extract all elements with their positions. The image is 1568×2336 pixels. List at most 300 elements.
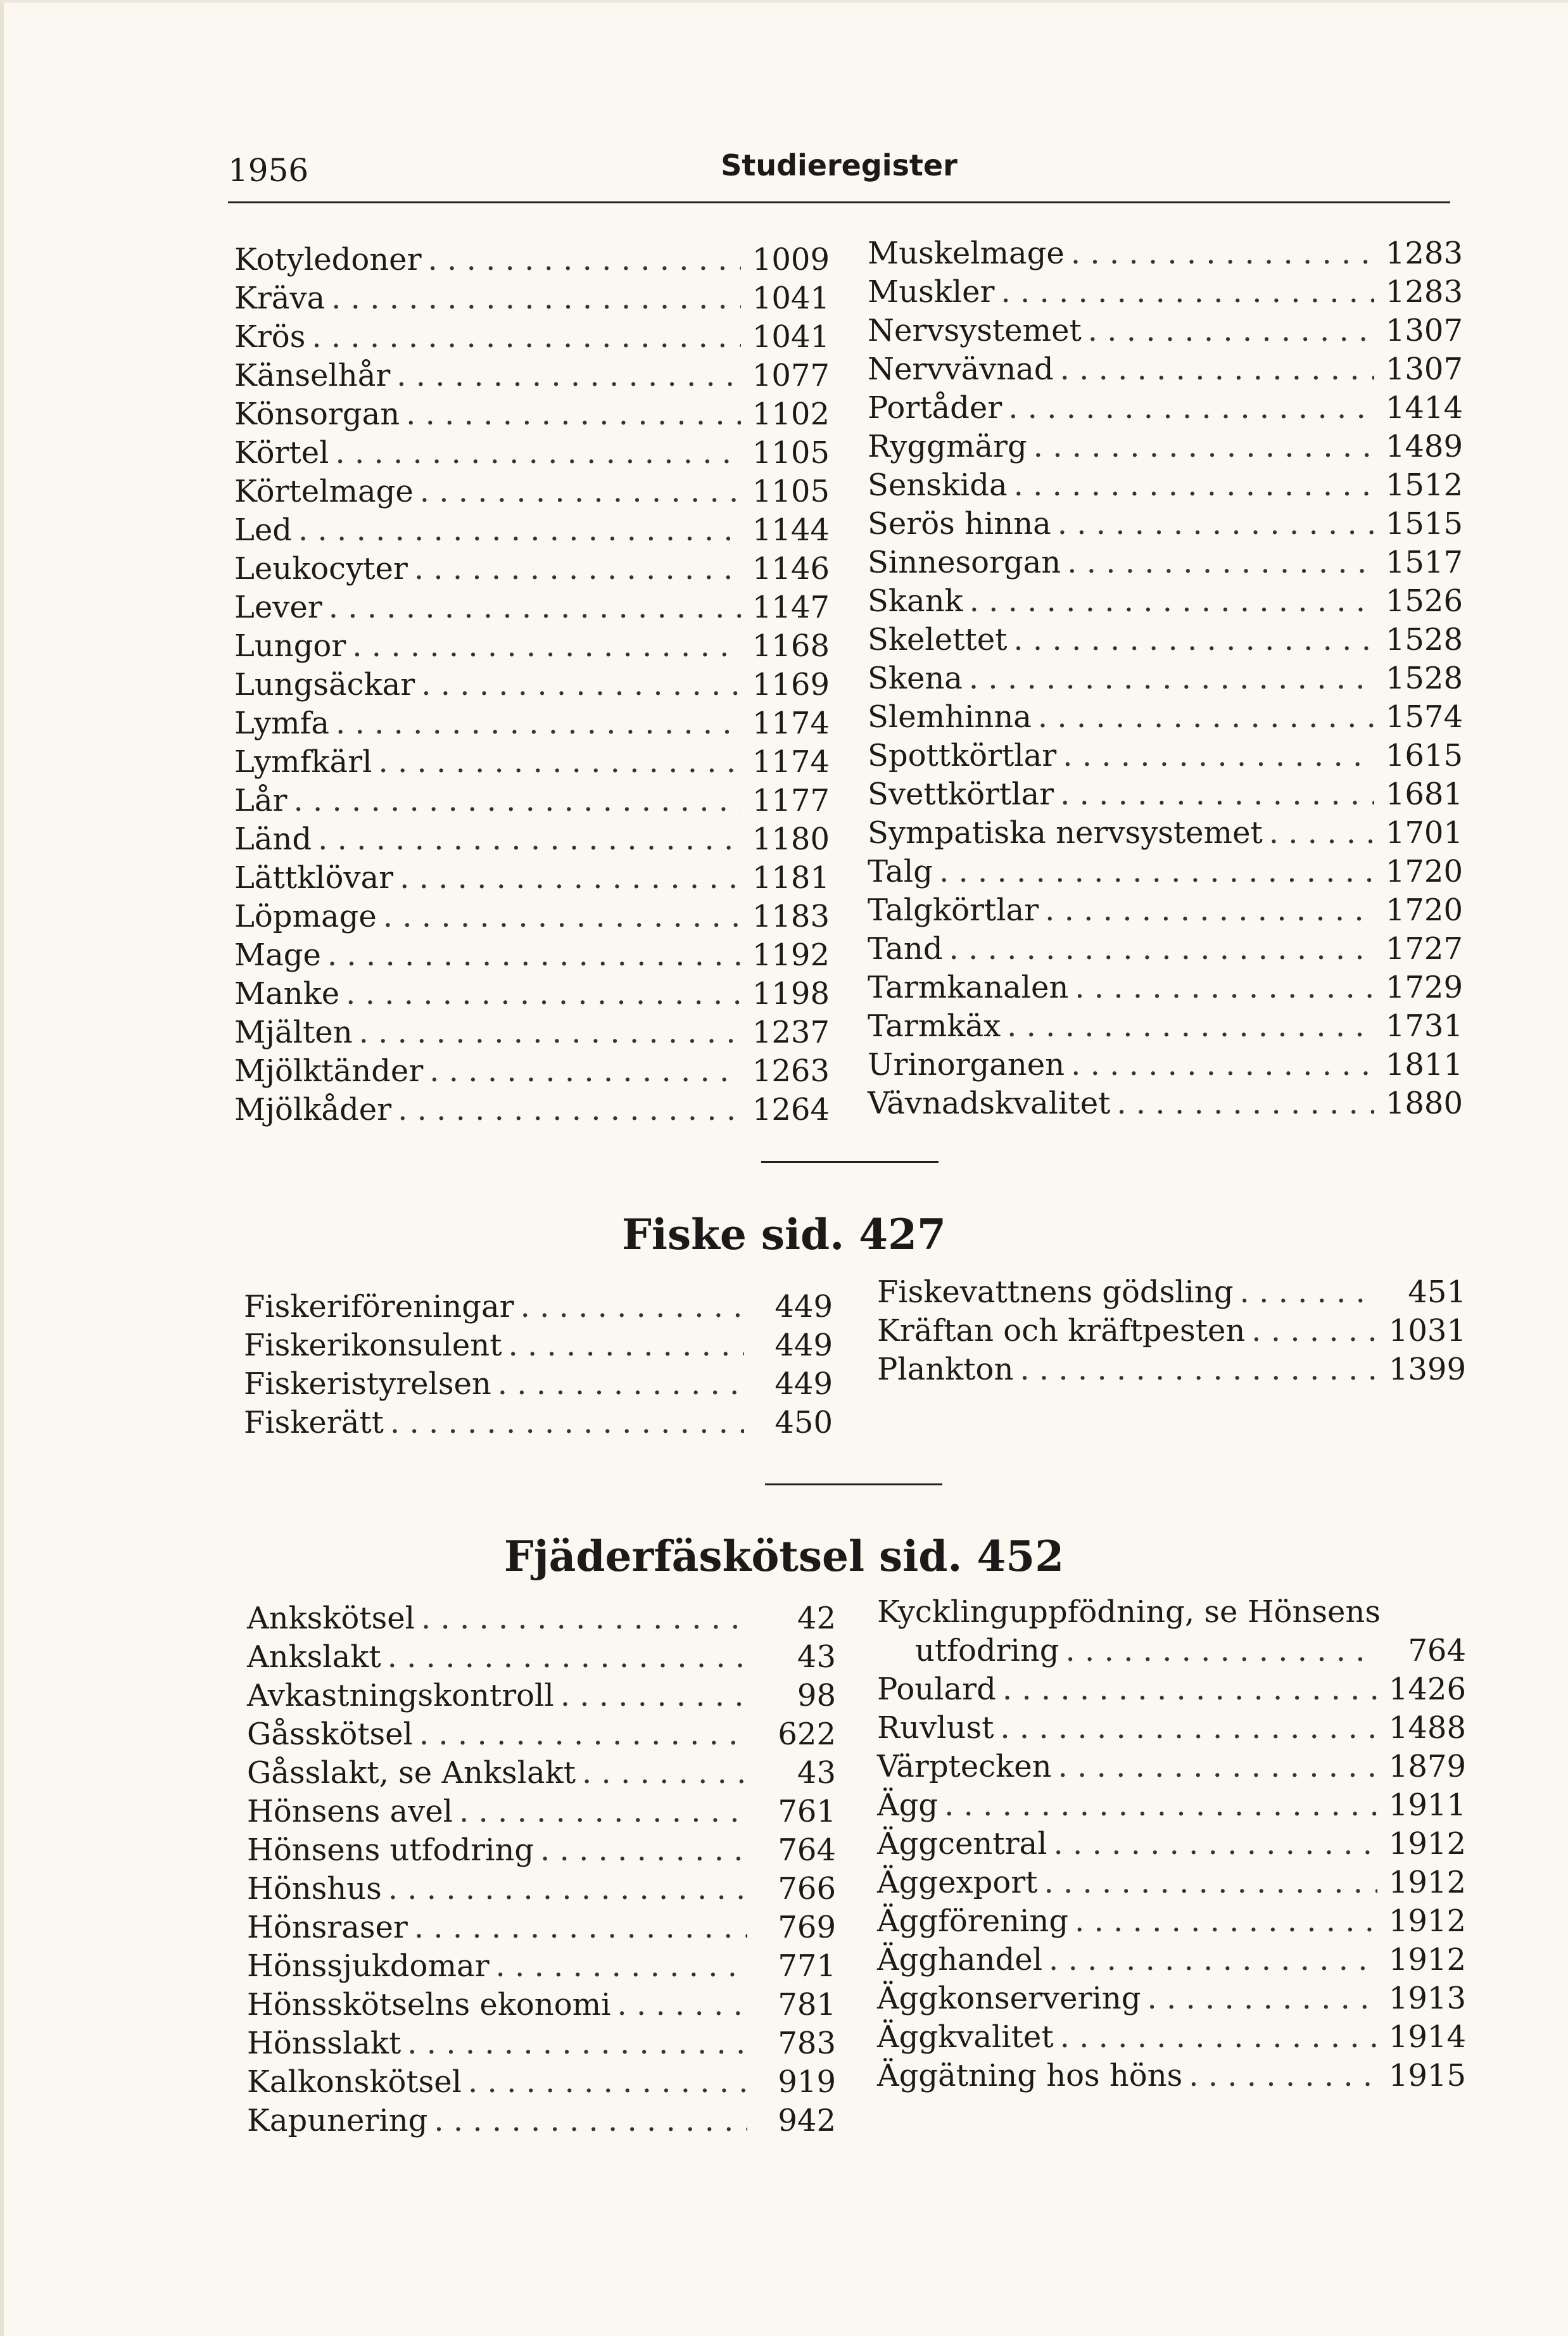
- index-page-number: 1180: [752, 822, 830, 857]
- index-entry: [234, 1052, 830, 1091]
- index-entry: [234, 975, 830, 1013]
- index-page-number: 1181: [752, 860, 830, 896]
- index-entry: [234, 588, 830, 627]
- index-entry: [868, 234, 1463, 273]
- dot-leader: [407, 2024, 747, 2063]
- index-term: Gåsskötsel: [247, 1717, 413, 1752]
- dot-leader: [1049, 1941, 1377, 1979]
- index-column-right: [877, 1593, 1466, 2095]
- index-term: Muskler: [868, 274, 995, 310]
- index-page-number: 1489: [1385, 429, 1463, 464]
- index-entry: [868, 1046, 1463, 1084]
- index-term: Poulard: [877, 1672, 996, 1707]
- index-entry: [868, 775, 1463, 814]
- section-divider: [761, 1161, 939, 1163]
- index-entry: [247, 2102, 836, 2140]
- index-term: Senskida: [868, 467, 1008, 503]
- index-entry: [868, 350, 1463, 389]
- dot-leader: [468, 2063, 747, 2102]
- index-entry: [244, 1365, 833, 1404]
- index-page-number: 1912: [1388, 1826, 1466, 1862]
- page-number: 1956: [228, 152, 309, 189]
- index-page-number: 771: [778, 1948, 836, 1984]
- index-entry: [234, 318, 830, 357]
- index-term: Hönsraser: [247, 1910, 408, 1945]
- index-page-number: 761: [778, 1794, 836, 1829]
- dot-leader: [1147, 1979, 1377, 2018]
- index-entry: [234, 1091, 830, 1129]
- index-entry: [877, 1273, 1466, 1312]
- index-term: Skena: [868, 661, 963, 696]
- index-column-right: [877, 1273, 1466, 1389]
- index-entry: [234, 279, 830, 318]
- index-term: Körtelmage: [234, 474, 414, 509]
- dot-leader: [327, 936, 741, 975]
- index-page-number: 1399: [1388, 1352, 1466, 1387]
- index-term: Äggexport: [877, 1865, 1038, 1900]
- index-page-number: 1720: [1385, 892, 1463, 928]
- dot-leader: [939, 853, 1374, 891]
- index-term: Ruvlust: [877, 1710, 994, 1746]
- index-entry: [234, 473, 830, 511]
- index-entry: [868, 930, 1463, 968]
- index-entry: [244, 1404, 833, 1442]
- index-page-number: 622: [778, 1717, 836, 1752]
- dot-leader: [1071, 234, 1374, 273]
- index-entry: [868, 273, 1463, 312]
- index-page-number: 1169: [752, 667, 830, 702]
- index-term: Urinorganen: [868, 1047, 1065, 1082]
- index-term: Lymfa: [234, 706, 330, 741]
- section-heading-fjaderfaskotsel: Fjäderfäskötsel sid. 452: [503, 1532, 1065, 1581]
- index-page-number: 1426: [1388, 1672, 1466, 1707]
- dot-leader: [459, 1793, 747, 1831]
- dot-leader: [396, 357, 741, 395]
- dot-leader: [1008, 389, 1374, 428]
- index-term: Skelettet: [868, 622, 1008, 657]
- index-term: Vävnadskvalitet: [868, 1086, 1111, 1121]
- index-term: Kotyledoner: [234, 242, 422, 277]
- index-page-number: 1041: [752, 281, 830, 316]
- index-page-number: 1264: [752, 1092, 830, 1127]
- index-page-number: 1911: [1388, 1787, 1466, 1823]
- index-entry: [234, 859, 830, 898]
- index-page-number: 98: [797, 1678, 836, 1713]
- index-page-number: 1914: [1388, 2019, 1466, 2055]
- index-page-number: 1515: [1385, 506, 1463, 542]
- index-entry: [247, 2024, 836, 2063]
- index-entry: [868, 621, 1463, 659]
- dot-leader: [390, 1404, 744, 1442]
- index-entry: [234, 627, 830, 666]
- index-term: Hönshus: [247, 1871, 382, 1907]
- index-page-number: 1283: [1385, 236, 1463, 271]
- index-page-number: 449: [775, 1366, 833, 1402]
- dot-leader: [388, 1638, 747, 1677]
- index-entry: [234, 666, 830, 704]
- index-term: Ägghandel: [877, 1942, 1043, 1977]
- dot-leader: [1013, 621, 1374, 659]
- index-term: Lymfkärl: [234, 744, 372, 780]
- index-page-number: 783: [778, 2026, 836, 2061]
- index-page-number: 449: [775, 1289, 833, 1324]
- index-entry: [868, 659, 1463, 698]
- index-page-number: 1198: [752, 976, 830, 1012]
- index-term: Talg: [868, 854, 933, 889]
- dot-leader: [429, 1052, 741, 1091]
- index-entry: [247, 1831, 836, 1870]
- dot-leader: [1060, 350, 1374, 389]
- dot-leader: [1088, 312, 1374, 350]
- index-entry: [877, 1941, 1466, 1979]
- dot-leader: [582, 1754, 747, 1793]
- index-entry: [868, 891, 1463, 930]
- index-page-number: 1701: [1385, 815, 1463, 851]
- index-term: utfodring: [915, 1633, 1059, 1668]
- index-page-number: 1077: [752, 358, 830, 393]
- dot-leader: [1020, 1350, 1377, 1389]
- index-entry: [877, 1709, 1466, 1748]
- index-term: Mjölktänder: [234, 1053, 424, 1089]
- index-term: Slemhinna: [868, 699, 1032, 735]
- index-page-number: 1414: [1385, 390, 1463, 426]
- index-term: Värptecken: [877, 1749, 1052, 1784]
- index-term: Lungor: [234, 628, 346, 664]
- index-term: Lättklövar: [234, 860, 394, 896]
- index-entry: [247, 2063, 836, 2102]
- dot-leader: [420, 473, 741, 511]
- index-page-number: 1517: [1385, 545, 1463, 580]
- index-page-number: 43: [797, 1755, 836, 1791]
- index-page-number: 450: [775, 1405, 833, 1440]
- index-page-number: 1192: [752, 937, 830, 973]
- index-page-number: 1146: [752, 551, 830, 587]
- index-entry: [247, 1638, 836, 1677]
- index-term: Portåder: [868, 390, 1002, 426]
- index-term: Mjälten: [234, 1015, 353, 1050]
- index-term: Fiskeriföreningar: [244, 1289, 514, 1324]
- dot-leader: [1002, 1670, 1377, 1709]
- index-term: Könsorgan: [234, 397, 400, 432]
- index-term: Löpmage: [234, 899, 377, 934]
- index-entry: [868, 698, 1463, 737]
- index-page-number: 1512: [1385, 467, 1463, 503]
- dot-leader: [1060, 2018, 1377, 2057]
- dot-leader: [1058, 505, 1374, 543]
- dot-leader: [540, 1831, 747, 1870]
- index-page-number: 1168: [752, 628, 830, 664]
- dot-leader: [1060, 775, 1374, 814]
- dot-leader: [944, 1786, 1377, 1825]
- dot-leader: [329, 588, 741, 627]
- index-page-number: 1729: [1385, 970, 1463, 1005]
- index-page-number: 1105: [752, 474, 830, 509]
- index-page-number: 1528: [1385, 622, 1463, 657]
- index-entry: [868, 389, 1463, 428]
- index-page-number: 1174: [752, 706, 830, 741]
- dot-leader: [1067, 543, 1374, 582]
- dot-leader: [1038, 698, 1374, 737]
- index-entry: [234, 898, 830, 936]
- index-term: Mjölkåder: [234, 1092, 392, 1127]
- index-page-number: 1263: [752, 1053, 830, 1089]
- index-entry: [868, 853, 1463, 891]
- dot-leader: [419, 1715, 747, 1754]
- index-entry: [247, 1908, 836, 1947]
- dot-leader: [400, 859, 741, 898]
- dot-leader: [1001, 273, 1374, 312]
- index-entry: [247, 1754, 836, 1793]
- index-page-number: 764: [778, 1832, 836, 1868]
- index-entry: [877, 1593, 1466, 1632]
- index-term: Lår: [234, 783, 288, 818]
- index-page-number: 1913: [1388, 1981, 1466, 2016]
- dot-leader: [414, 550, 741, 588]
- index-term: Äggätning hos höns: [877, 2058, 1183, 2093]
- dot-leader: [1189, 2057, 1377, 2095]
- index-term: Tarmkäx: [868, 1008, 1001, 1044]
- index-term: Spottkörtlar: [868, 738, 1057, 773]
- index-entry: [877, 1632, 1466, 1670]
- index-term: Kycklinguppfödning, se Hönsens: [877, 1594, 1381, 1630]
- index-entry: [877, 1350, 1466, 1389]
- index-entry: [868, 312, 1463, 350]
- index-term: Krös: [234, 319, 306, 355]
- index-page-number: 1574: [1385, 699, 1463, 735]
- index-page-number: 1102: [752, 397, 830, 432]
- header-rule: [228, 201, 1450, 203]
- index-entry: [877, 1748, 1466, 1786]
- dot-leader: [1063, 737, 1374, 775]
- index-term: Känselhår: [234, 358, 391, 393]
- index-page-number: 1526: [1385, 583, 1463, 619]
- dot-leader: [398, 1091, 741, 1129]
- index-term: Fiskevattnens gödsling: [877, 1274, 1234, 1310]
- index-term: Ryggmärg: [868, 429, 1027, 464]
- index-term: Länd: [234, 822, 312, 857]
- index-entry: [234, 782, 830, 820]
- index-term: Körtel: [234, 435, 329, 471]
- index-page-number: 764: [1408, 1633, 1466, 1668]
- dot-leader: [498, 1365, 744, 1404]
- index-page-number: 1912: [1388, 1942, 1466, 1977]
- index-entry: [868, 543, 1463, 582]
- index-entry: [868, 582, 1463, 621]
- index-page-number: 1041: [752, 319, 830, 355]
- dot-leader: [406, 395, 741, 434]
- index-entry: [868, 1084, 1463, 1123]
- index-entry: [247, 1599, 836, 1638]
- index-term: Hönsskötselns ekonomi: [247, 1987, 611, 2022]
- dot-leader: [428, 241, 741, 279]
- index-page-number: 1177: [752, 783, 830, 818]
- index-column-left: [244, 1288, 833, 1442]
- dot-leader: [346, 975, 741, 1013]
- index-page-number: 1488: [1388, 1710, 1466, 1746]
- index-entry: [877, 1979, 1466, 2018]
- dot-leader: [1054, 1825, 1377, 1863]
- dot-leader: [359, 1013, 741, 1052]
- index-page-number: 1183: [752, 899, 830, 934]
- index-term: Mage: [234, 937, 321, 973]
- index-column-left: [234, 241, 830, 1129]
- dot-leader: [1075, 968, 1374, 1007]
- index-entry: [868, 737, 1463, 775]
- index-entry: [877, 1902, 1466, 1941]
- index-entry: [234, 743, 830, 782]
- dot-leader: [1058, 1748, 1377, 1786]
- index-page-number: 769: [778, 1910, 836, 1945]
- index-entry: [868, 968, 1463, 1007]
- index-entry: [868, 1007, 1463, 1046]
- index-term: Hönsens avel: [247, 1794, 453, 1829]
- index-term: Kräftan och kräftpesten: [877, 1313, 1246, 1349]
- dot-leader: [335, 434, 741, 473]
- dot-leader: [1251, 1312, 1377, 1350]
- dot-leader: [1000, 1709, 1377, 1748]
- index-page-number: 1731: [1385, 1008, 1463, 1044]
- index-page-number: 1811: [1385, 1047, 1463, 1082]
- dot-leader: [1007, 1007, 1374, 1046]
- index-page-number: 1915: [1388, 2058, 1466, 2093]
- dot-leader: [1044, 1863, 1377, 1902]
- index-entry: [868, 505, 1463, 543]
- dot-leader: [521, 1288, 744, 1326]
- index-term: Manke: [234, 976, 340, 1012]
- index-term: Led: [234, 512, 293, 548]
- index-term: Sympatiska nervsystemet: [868, 815, 1263, 851]
- index-term: Skank: [868, 583, 963, 619]
- index-term: Ägg: [877, 1787, 939, 1823]
- index-page-number: 449: [775, 1328, 833, 1363]
- index-term: Kalkonskötsel: [247, 2064, 462, 2100]
- running-head: [228, 148, 1450, 193]
- index-page-number: 1727: [1385, 931, 1463, 967]
- dot-leader: [970, 582, 1374, 621]
- index-column-right: [868, 234, 1463, 1123]
- dot-leader: [434, 2102, 747, 2140]
- index-entry: [868, 466, 1463, 505]
- index-page-number: 1720: [1385, 854, 1463, 889]
- dot-leader: [1066, 1632, 1377, 1670]
- index-page-number: 451: [1408, 1274, 1466, 1310]
- dot-leader: [421, 1599, 747, 1638]
- index-term: Leukocyter: [234, 551, 408, 587]
- dot-leader: [1116, 1084, 1374, 1123]
- index-term: Gåsslakt, se Ankslakt: [247, 1755, 576, 1791]
- dot-leader: [508, 1326, 744, 1365]
- index-term: Nervvävnad: [868, 352, 1054, 387]
- dot-leader: [949, 930, 1374, 968]
- dot-leader: [414, 1908, 747, 1947]
- index-entry: [247, 1986, 836, 2024]
- dot-leader: [969, 659, 1374, 698]
- index-term: Ankskötsel: [247, 1601, 415, 1636]
- index-entry: [234, 550, 830, 588]
- index-entry: [234, 820, 830, 859]
- index-page-number: 1144: [752, 512, 830, 548]
- dot-leader: [336, 704, 741, 743]
- index-entry: [877, 1786, 1466, 1825]
- index-entry: [234, 395, 830, 434]
- index-page-number: 1681: [1385, 777, 1463, 812]
- index-page-number: 1147: [752, 590, 830, 625]
- index-entry: [247, 1793, 836, 1831]
- index-entry: [247, 1715, 836, 1754]
- dot-leader: [293, 782, 741, 820]
- dot-leader: [383, 898, 741, 936]
- index-page-number: 1009: [752, 242, 830, 277]
- index-page-number: 1237: [752, 1015, 830, 1050]
- index-term: Hönssjukdomar: [247, 1948, 490, 1984]
- index-term: Hönsens utfodring: [247, 1832, 534, 1868]
- dot-leader: [421, 666, 741, 704]
- index-page-number: 1880: [1385, 1086, 1463, 1121]
- index-term: Kapunering: [247, 2103, 428, 2138]
- dot-leader: [560, 1677, 747, 1715]
- index-term: Ankslakt: [247, 1639, 381, 1675]
- index-entry: [234, 1013, 830, 1052]
- index-entry: [877, 2057, 1466, 2095]
- index-entry: [234, 241, 830, 279]
- index-entry: [247, 1870, 836, 1908]
- index-page-number: 1307: [1385, 313, 1463, 348]
- index-term: Serös hinna: [868, 506, 1051, 542]
- index-term: Äggkonservering: [877, 1981, 1141, 2016]
- index-entry: [234, 511, 830, 550]
- index-term: Äggförening: [877, 1903, 1069, 1939]
- dot-leader: [1240, 1273, 1377, 1312]
- index-entry: [868, 428, 1463, 466]
- index-page-number: 1528: [1385, 661, 1463, 696]
- index-entry: [877, 2018, 1466, 2057]
- index-term: Sinnesorgan: [868, 545, 1061, 580]
- dot-leader: [1034, 428, 1374, 466]
- dot-leader: [1269, 814, 1374, 853]
- index-entry: [234, 357, 830, 395]
- index-page-number: 919: [778, 2064, 836, 2100]
- index-entry: [234, 704, 830, 743]
- index-entry: [877, 1312, 1466, 1350]
- index-page-number: 942: [778, 2103, 836, 2138]
- index-term: Muskelmage: [868, 236, 1065, 271]
- index-term: Svettkörtlar: [868, 777, 1054, 812]
- index-page-number: 1307: [1385, 352, 1463, 387]
- dot-leader: [1014, 466, 1374, 505]
- index-term: Tand: [868, 931, 943, 967]
- index-term: Nervsystemet: [868, 313, 1082, 348]
- index-term: Äggcentral: [877, 1826, 1047, 1862]
- index-term: Lungsäckar: [234, 667, 415, 702]
- dot-leader: [388, 1870, 747, 1908]
- index-entry: [234, 936, 830, 975]
- dot-leader: [298, 511, 741, 550]
- index-page-number: 781: [778, 1987, 836, 2022]
- index-term: Hönsslakt: [247, 2026, 401, 2061]
- index-term: Talgkörtlar: [868, 892, 1039, 928]
- dot-leader: [378, 743, 741, 782]
- index-page-number: 42: [797, 1601, 836, 1636]
- dot-leader: [1075, 1902, 1377, 1941]
- index-entry: [877, 1863, 1466, 1902]
- index-term: Tarmkanalen: [868, 970, 1069, 1005]
- running-title: Studieregister: [721, 148, 958, 182]
- index-page-number: 1912: [1388, 1865, 1466, 1900]
- section-divider: [765, 1483, 942, 1485]
- index-term: Fiskeristyrelsen: [244, 1366, 491, 1402]
- index-term: Fiskerätt: [244, 1405, 384, 1440]
- index-page-number: 1615: [1385, 738, 1463, 773]
